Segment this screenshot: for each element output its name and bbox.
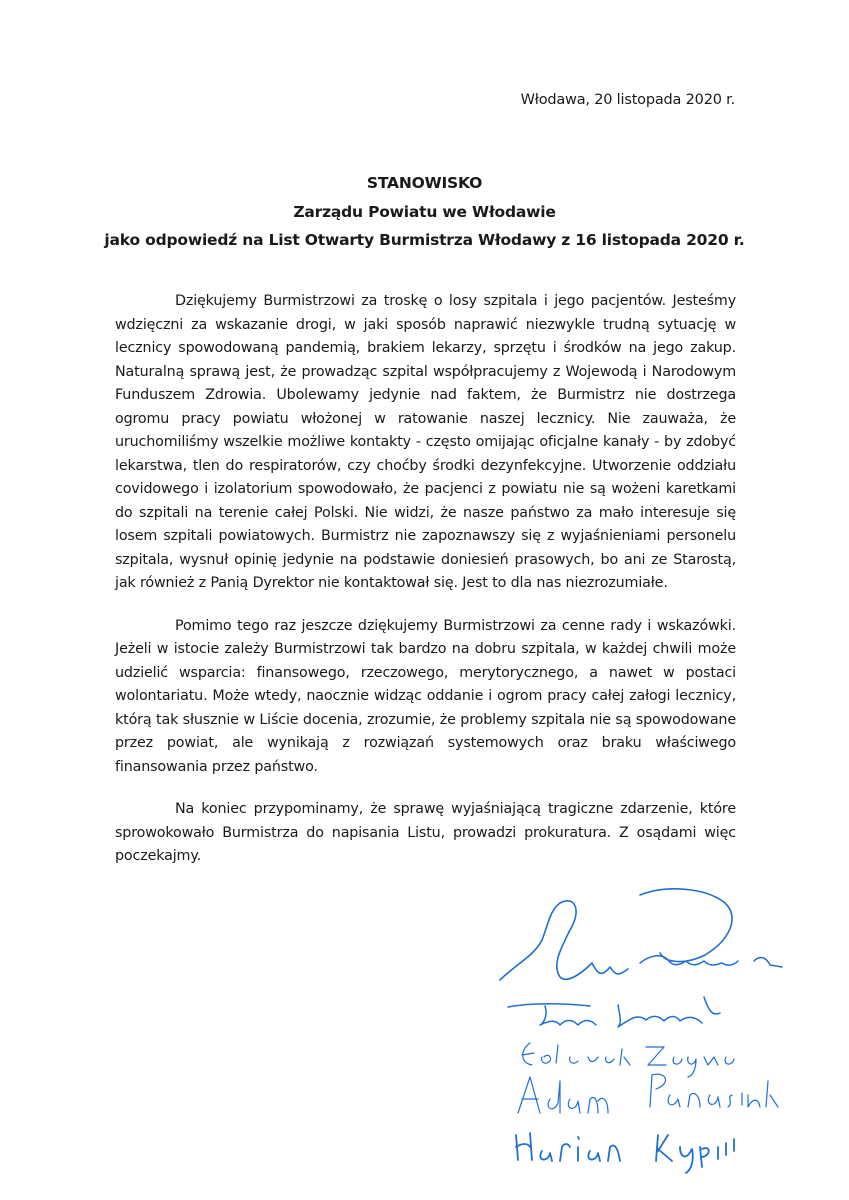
signature-4 [518,1074,778,1113]
signature-1 [500,889,782,980]
document-title: STANOWISKO [366,174,483,192]
signature-2 [508,997,720,1027]
body-paragraph-3: Na koniec przypominamy, że sprawę wyjaśniającą tragiczne zdarzenie, które sprowokowało Burmistrza do napisania Listu, prowadzi prokuratura. Z osądami więc poczekajmy. [115,801,736,864]
place-date: Włodawa, 20 listopada 2020 r. [520,92,735,108]
signature-3 [522,1043,734,1077]
body-paragraph-1: Dziękujemy Burmistrzowi za troskę o losy szpitala i jego pacjentów. Jesteśmy wdzięczni za wskazanie drogi, w jaki sposób naprawić niezwykle trudną sytuację w lecznicy spowodowaną pandemią, brakiem lekarzy, sprzętu i środków na jego zakup. Naturalną sprawą jest, że prowadząc szpital współpracujemy z Wojewodą i Narodowym Funduszem Zdrowia. Ubolewamy jedynie nad faktem, że Burmistrz nie dostrzega ogromu pracy powiatu włożonej w ratowanie naszej lecznicy. Nie zauważa, że uruchomiliśmy wszelkie możliwe kontakty - często omijając oficjalne kanały - by zdobyć lekarstwa, tlen do respiratorów, czy choćby środki dezynfekcyjne. Utworzenie oddziału covidowego i izolatorium spowodowało, że pacjenci z powiatu nie są wożeni karetkami do szpitali na terenie całej Polski. Nie widzi, że nasze państwo za mało interesuje się losem szpitali powiatowych. Burmistrz nie zapoznawszy się z wyjaśnieniami personelu szpitala, wysnuł opinię jedynie na podstawie doniesień prasowych, bo ani ze Starostą, jak również z Panią Dyrektor nie kontaktował się. Jest to dla nas niezrozumiałe. [115,293,736,591]
document-subtitle-reference: jako odpowiedź na List Otwarty Burmistrza Włodawy z 16 listopada 2020 r. [104,231,745,249]
body-paragraph-2: Pomimo tego raz jeszcze dziękujemy Burmistrzowi za cenne rady i wskazówki. Jeżeli w istocie zależy Burmistrzowi tak bardzo na dobru szpitala, w każdej chwili może udzielić wsparcia: finansowego, rzeczowego, merytorycznego, a nawet w postaci wolontariatu. Może wtedy, naocznie widząc oddanie i ogrom pracy całej załogi lecznicy, którą tak słusznie w Liście docenia, zrozumie, że problemy szpitala nie są spowodowane przez powiat, ale wynikają z rozwiązań systemowych oraz braku właściwego finansowania przez państwo. [115,617,736,775]
handwritten-signatures [490,885,790,1175]
document-subtitle: Zarządu Powiatu we Włodawie [293,203,556,221]
signatures-drawing [490,885,790,1175]
signature-5 [516,1133,734,1173]
letter-body [115,290,736,888]
